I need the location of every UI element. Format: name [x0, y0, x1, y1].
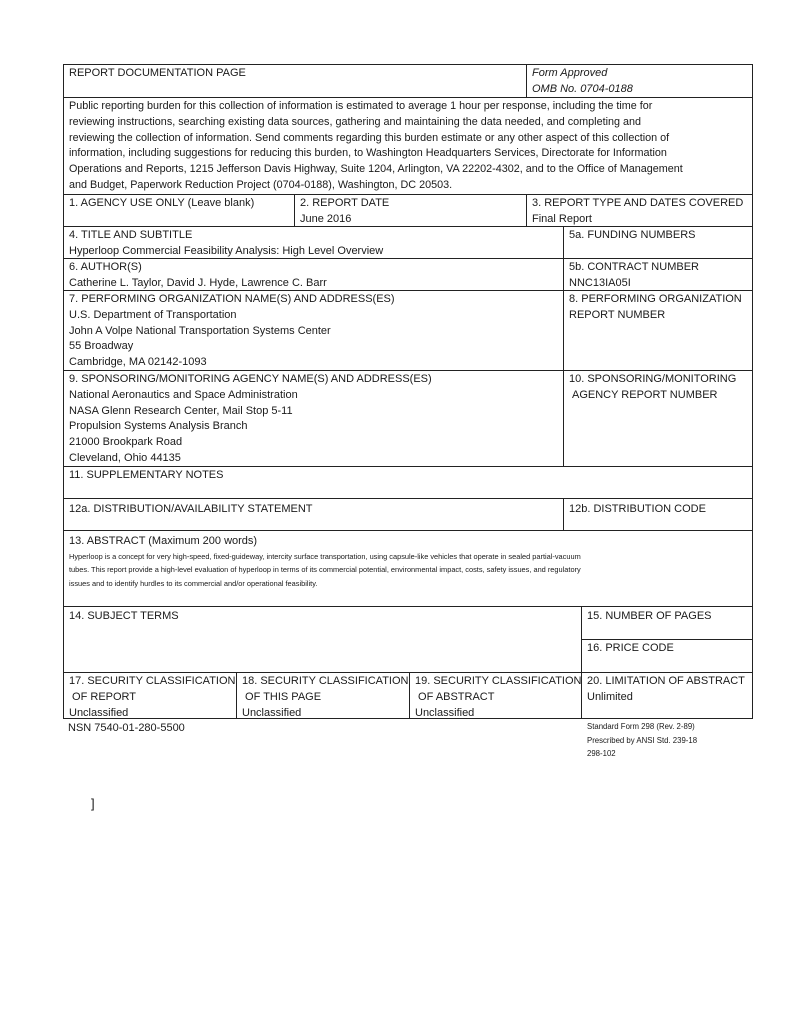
- omb-number: OMB No. 0704-0188: [532, 82, 633, 95]
- security-class-report-value: Unclassified: [69, 706, 129, 719]
- title-field[interactable]: 4. TITLE AND SUBTITLE Hyperloop Commercial Feasibility Analysis: High Level Overview: [63, 226, 563, 258]
- form-title: REPORT DOCUMENTATION PAGE: [69, 67, 246, 79]
- standard-form-label: Standard Form 298 (Rev. 2-89): [587, 722, 695, 731]
- form-code: 298-102: [587, 749, 616, 758]
- nsn-number: NSN 7540-01-280-5500: [68, 722, 185, 734]
- form-title-cell: [63, 64, 526, 97]
- abstract-line: Hyperloop is a concept for very high-speed, fixed-guideway, intercity surface transportation, using capsule-like vehicles that operate in sealed partial-vacuum: [69, 551, 581, 561]
- agency-use-field[interactable]: 1. AGENCY USE ONLY (Leave blank): [63, 194, 294, 226]
- security-class-page-field[interactable]: 18. SECURITY CLASSIFICATION OF THIS PAGE Unclassified: [236, 672, 409, 719]
- security-class-page-value: Unclassified: [242, 706, 302, 719]
- report-date-value: June 2016: [300, 212, 352, 225]
- distribution-statement-field[interactable]: 12a. DISTRIBUTION/AVAILABILITY STATEMENT: [63, 498, 563, 530]
- performing-org-field[interactable]: 7. PERFORMING ORGANIZATION NAME(S) AND ADDRESS(ES) U.S. Department of Transportation John A Volpe National Transportation Systems Center 55 Broadway Cambridge, MA 02142-1093: [63, 290, 563, 370]
- title-value: Hyperloop Commercial Feasibility Analysis: High Level Overview: [69, 244, 384, 257]
- security-class-report-field[interactable]: 17. SECURITY CLASSIFICATION OF REPORT Unclassified: [63, 672, 236, 719]
- abstract-field[interactable]: 13. ABSTRACT (Maximum 200 words) Hyperloop is a concept for very high-speed, fixed-guideway, intercity surface transportation, using capsule-like vehicles that operate in sealed partial-vacuum tubes. This report provide a high-level evaluation of hyperloop in terms of its commercial potential, environmental impact, costs, safety issues, and regulatory issues and to identify hurdles to its commercial and/or operational feasibility.: [63, 530, 753, 606]
- report-date-field[interactable]: 2. REPORT DATE June 2016: [294, 194, 526, 226]
- abstract-line: tubes. This report provide a high-level evaluation of hyperloop in terms of its commercial potential, environmental impact, costs, safety issues, and regulatory: [69, 565, 581, 575]
- report-type-value: Final Report: [532, 212, 592, 225]
- limitation-value: Unlimited: [587, 690, 633, 703]
- number-of-pages-field[interactable]: 15. NUMBER OF PAGES: [581, 606, 753, 639]
- omb-cell: [526, 64, 753, 97]
- contract-number-value: NNC13IA05I: [569, 276, 631, 289]
- authors-field[interactable]: 6. AUTHOR(S) Catherine L. Taylor, David J. Hyde, Lawrence C. Barr: [63, 258, 563, 290]
- price-code-field[interactable]: 16. PRICE CODE: [581, 639, 753, 672]
- security-class-abstract-value: Unclassified: [415, 706, 475, 719]
- burden-statement: Public reporting burden for this collection of information is estimated to average 1 hour per response, including the time for reviewing instructions, searching existing data sources, gathering and maintaining the data needed, and completing and reviewing the collection of information. Send comments regarding this burden estimate or any other aspect of this collection of information, including suggestions for reducing this burden, to Washington Headquarters Services, Directorate for Information Operations and Reports, 1215 Jefferson Davis Highway, Suite 1204, Arlington, VA 22202-4302, and to the Office of Management and Budget, Paperwork Reduction Project (0704-0188), Washington, DC 20503.: [63, 97, 753, 194]
- sponsoring-report-number-field[interactable]: 10. SPONSORING/MONITORING AGENCY REPORT NUMBER: [563, 370, 753, 466]
- sponsoring-org-field[interactable]: 9. SPONSORING/MONITORING AGENCY NAME(S) AND ADDRESS(ES) National Aeronautics and Space Administration NASA Glenn Research Center, Mail Stop 5-11 Propulsion Systems Analysis Branch 21000 Brookpark Road Cleveland, Ohio 44135: [63, 370, 563, 466]
- subject-terms-field[interactable]: 14. SUBJECT TERMS: [63, 606, 581, 672]
- security-class-abstract-field[interactable]: 19. SECURITY CLASSIFICATION OF ABSTRACT Unclassified: [409, 672, 581, 719]
- contract-number-field[interactable]: 5b. CONTRACT NUMBER NNC13IA05I: [563, 258, 753, 290]
- report-type-field[interactable]: 3. REPORT TYPE AND DATES COVERED Final Report: [526, 194, 753, 226]
- supplementary-notes-field[interactable]: 11. SUPPLEMENTARY NOTES: [63, 466, 753, 498]
- funding-numbers-field[interactable]: 5a. FUNDING NUMBERS: [563, 226, 753, 258]
- limitation-of-abstract-field[interactable]: 20. LIMITATION OF ABSTRACT Unlimited: [581, 672, 753, 719]
- authors-value: Catherine L. Taylor, David J. Hyde, Lawrence C. Barr: [69, 276, 327, 289]
- abstract-line: issues and to identify hurdles to its commercial and/or operational feasibility.: [69, 578, 318, 588]
- form-approved-label: Form Approved: [532, 67, 608, 79]
- performing-report-number-field[interactable]: 8. PERFORMING ORGANIZATION REPORT NUMBER: [563, 290, 753, 370]
- prescribed-label: Prescribed by ANSI Std. 239-18: [587, 735, 698, 745]
- standard-form-block: [587, 720, 697, 761]
- distribution-code-field[interactable]: 12b. DISTRIBUTION CODE: [563, 498, 753, 530]
- stray-bracket-mark: ]: [91, 796, 95, 811]
